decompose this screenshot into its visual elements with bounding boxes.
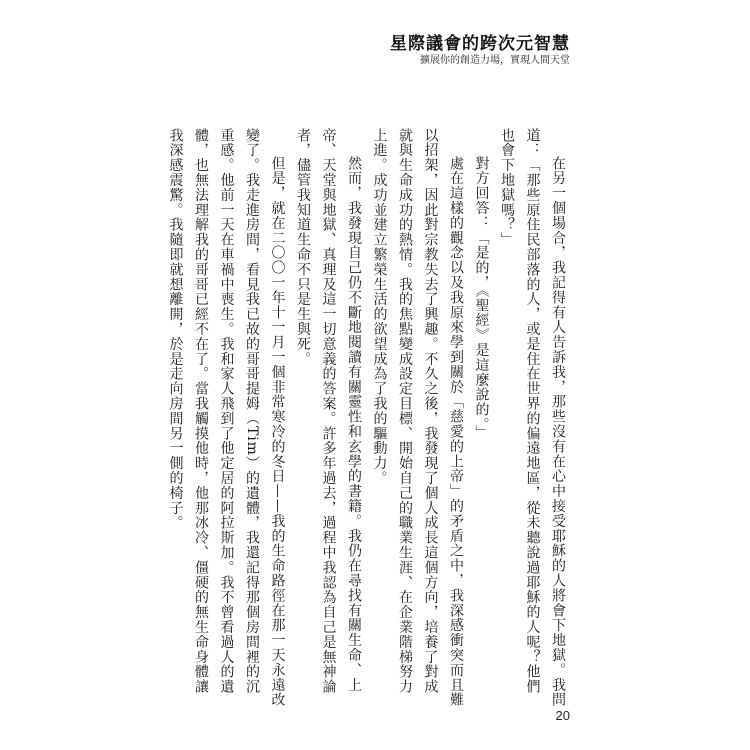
paragraph-3: 處在這樣的觀念以及我原來學到關於「慈愛的上帝」的矛盾之中，我深感衝突而且難以招架，因此對宗教失去了興趣。不久之後，我發現了個人成長這個方向，培養了對成就與生命成功的熱情。我的焦點變成設定目標、開始自己的職業生涯、在企業階梯努力上進。成功並建立繁榮生活的欲望成為了我的驅動力。 [371, 128, 464, 708]
book-title: 星際議會的跨次元智慧 [390, 34, 570, 54]
running-header [390, 34, 570, 67]
paragraph-4: 然而，我發現自己仍不斷地閱讀有關靈性和玄學的書籍。我仍在尋找有關生命、上帝、天堂與地獄、真理及這一切意義的答案。許多年過去，過程中我認為自己是無神論者，儘管我知道生命不只是生與死。 [295, 128, 362, 695]
page-number: 20 [555, 708, 570, 723]
paragraph-1: 在另一個場合，我記得有人告訴我，那些沒有在心中接受耶穌的人將會下地獄。我問道：「那些原住民部落的人，或是住在世界的偏遠地區，從未聽說過耶穌的人呢？他們也會下地獄嗎？」 [499, 128, 566, 708]
vertical-body-text [162, 128, 570, 708]
paragraph-5: 但是，就在二〇〇一年十一月一個非常寒冷的冬日——我的生命路徑在那一天永遠改變了。我走進房間，看見我已故的哥哥提姆（Tim）的遺體，我還記得那個房間裡的沉重感。他前一天在車禍中喪生。我和家人飛到了他定居的阿拉斯加。我不曾看過人的遺體，也無法理解我的哥哥已經不在了。當我觸摸他時，他那冰冷、僵硬的無生命身體讓我深感震驚。我隨即就想離開，於是走向房間另一側的椅子。 [167, 128, 286, 708]
paragraph-2: 對方回答：「是的，《聖經》是這麼說的。」 [473, 156, 490, 440]
book-subtitle: 擴展你的創造力場，實現人間天堂 [420, 55, 570, 66]
